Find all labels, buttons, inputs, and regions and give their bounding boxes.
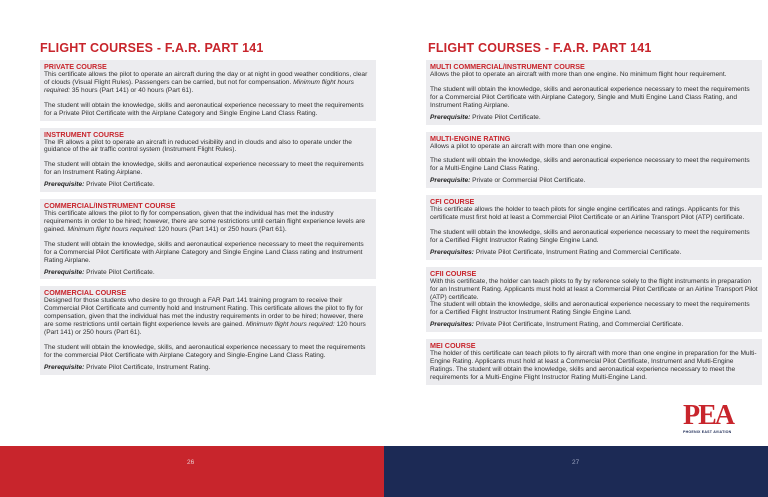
course-prerequisite: Prerequisite: Private Pilot Certificate. [44,181,155,189]
course-outcome: The student will obtain the knowledge, skills and aeronautical experience necessary to meet the requirements for a Commercial Pilot Certificate with Airplane Category and Single Engine Land Class rating and Instrument Rating Airplane. [44,240,364,264]
course-prerequisite: Prerequisites: Private Pilot Certificate, Instrument Rating, and Commercial Certificate. [430,321,684,329]
course-prerequisite: Prerequisite: Private or Commercial Pilot Certificate. [430,177,586,185]
course-description: Allows a pilot to operate an aircraft with more than one engine. [430,142,613,150]
course-prerequisite: Prerequisite: Private Pilot Certificate. [430,113,541,121]
course-title: MULTI-ENGINE RATING [430,133,511,143]
course-mei [426,339,762,385]
course-description: Designed for those students who desire to go through a FAR Part 141 training program to receive their Commercial Pilot Certificate and currently hold and Instrument Rating. This certificate allows the pilot to fly for compensation, given that the individual has met the industry requirements in order to be hired; however, there are some restrictions until certain flight experience levels are gained. Minimum flight hours required: 120 hours (Part 141) or 250 hours (Part 61). [44,297,366,337]
logo-tagline: PHOENIX EAST AVIATION [683,430,732,434]
course-title: COMMERCIAL/INSTRUMENT COURSE [44,201,176,211]
course-title: INSTRUMENT COURSE [44,129,124,139]
course-description: This certificate allows the pilot to operate an aircraft during the day or at night in good weather conditions, clear of clouds (Visual Flight Rules). Passengers can be carried, but not for compensation. Minimum flight hours required: 35 hours (Part 141) or 40 hours (Part 61). [44,71,368,94]
course-title: CFI COURSE [430,197,475,207]
course-outcome: The student will obtain the knowledge, skills, and aeronautical experience necessary to meet the requirements for the commercial Pilot Certificate with Airplane Category and Single-Engine Land Class Rating. [44,343,366,359]
logo-wordmark: PEA [683,400,733,431]
course-private [40,60,376,121]
course-description: With this certificate, the holder can teach pilots to fly by reference solely to the flight instruments in preparation for an Instrument Rating. Applicants must hold at least a Commercial Pilot Certificate or an Airline Transport Pilot (ATP) certificate. The student will obtain the knowledge, skills and aeronautical experience necessary to meet the requirements for a Certified Flight Instructor Instrument Rating Single Engine Land. [430,277,758,317]
course-description: Allows the pilot to operate an aircraft with more than one engine. No minimum flight hour requirement. [430,71,727,78]
left-footer-bar [0,446,384,497]
right-footer-bar [384,446,768,497]
right-page-heading: FLIGHT COURSES - F.A.R. PART 141 [428,41,652,55]
left-course-column [40,60,376,382]
course-prerequisite: Prerequisite: Private Pilot Certificate, Instrument Rating. [44,363,211,371]
course-title: MULTI COMMERCIAL/INSTRUMENT COURSE [430,62,585,71]
pea-logo [683,400,733,438]
course-commercial-instrument [40,199,376,279]
course-cfii [426,267,762,332]
course-outcome: The student will obtain the knowledge, skills and aeronautical experience necessary to meet the requirements for an Instrument Rating Airplane. [44,161,364,177]
course-description: The holder of this certificate can teach pilots to fly aircraft with more than one engine in preparation for the Multi-Engine Rating. Applicants must hold at least a Commercial Pilot Certificate, Instrument and Multi-Engine Ratings. The student will obtain the knowledge, skills and aeronautical experience necessary to meet the requirements for a Multi-Engine Flight Instructor Rating Multi-Engine Land. [430,350,757,381]
course-title: MEI COURSE [430,341,476,351]
course-outcome: The student will obtain the knowledge, skills and aeronautical experience necessary to meet the requirements for a Certified Flight Instructor Rating Single Engine Land. [430,228,750,244]
course-outcome: The student will obtain the knowledge, skills and aeronautical experience necessary to meet the requirements for a Private Pilot Certificate with the Airplane Category and Single Engine Land Class Rating. [44,101,364,117]
course-description: This certificate allows the pilot to fly for compensation, given that the individual has met the industry requirements in order to be hired; however, there are some restrictions until certain flight experience levels are gained. Minimum flight hours required: 120 hours (Part 141) or 250 hours (Part 61). [44,210,366,233]
course-title: COMMERCIAL COURSE [44,288,127,298]
course-multi-commercial-instrument [426,60,762,125]
course-instrument [40,128,376,193]
course-multi-engine-rating [426,132,762,189]
right-course-column [426,60,762,392]
right-page-number: 27 [572,459,580,466]
course-description: The IR allows a pilot to operate an aircraft in reduced visibility and in clouds and also to operate under the guidance of the air traffic control system (Instrument Flight Rules). [44,138,352,154]
course-commercial [40,286,376,374]
course-title: CFII COURSE [430,268,477,278]
course-outcome: The student will obtain the knowledge, skills and aeronautical experience necessary to meet the requirements for a Multi-Engine Land Class Rating. [430,157,750,173]
course-outcome: The student will obtain the knowledge, skills and aeronautical experience necessary to meet the requirements for a Commercial Pilot Certificate with Airplane Category, Single and Multi Engine Land Class Rating, and Instrument Rating Airplane. [430,85,750,109]
left-page-heading: FLIGHT COURSES - F.A.R. PART 141 [40,41,264,55]
course-prerequisite: Prerequisites: Private Pilot Certificate, Instrument Rating and Commercial Certificate. [430,248,682,256]
course-description: This certificate allows the holder to teach pilots for single engine certificates and ratings. Applicants for this certificate must first hold at least a Commercial Pilot Certificate or an Airline Transport Pilot (ATP) certificate. [430,206,745,222]
course-title: PRIVATE COURSE [44,62,107,71]
course-cfi [426,195,762,260]
course-prerequisite: Prerequisite: Private Pilot Certificate. [44,268,155,276]
left-page-number: 26 [187,459,195,466]
